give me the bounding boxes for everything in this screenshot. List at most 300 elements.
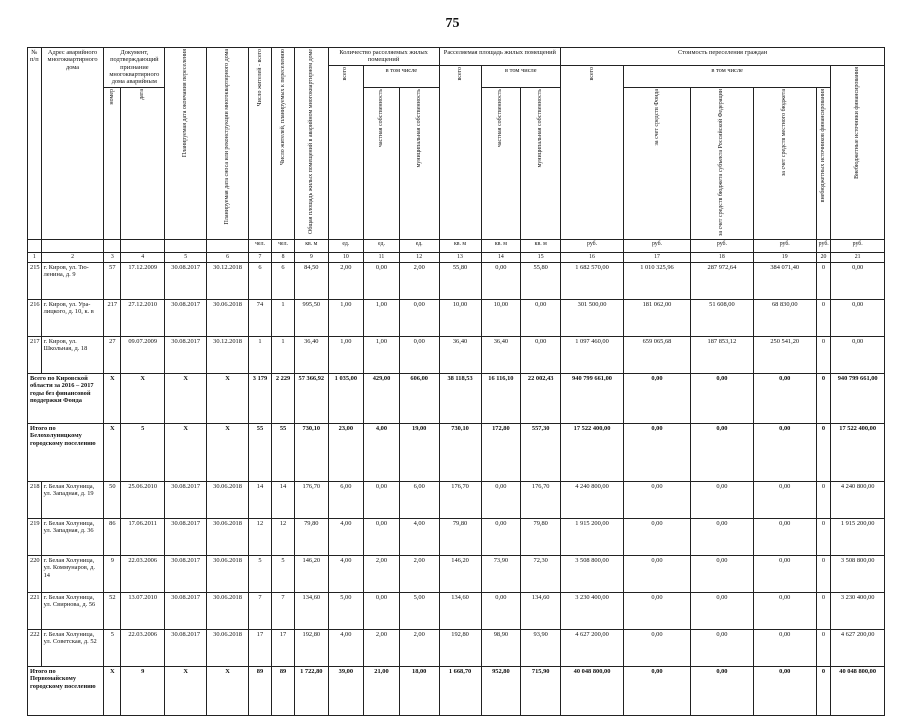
page-number: 75 (445, 16, 460, 31)
table-cell: 17.06.2011 (121, 519, 165, 556)
table-cell: 16 116,10 (481, 374, 521, 424)
table-cell: г. Киров, ул. Школьная, д. 18 (41, 337, 104, 374)
table-cell: 384 071,40 (753, 263, 816, 300)
column-number-cell: 13 (439, 253, 481, 263)
table-cell: 146,20 (439, 556, 481, 593)
header-residents-planned: Число жителей, планируемых к переселению (272, 48, 295, 240)
table-cell: 4 627 200,00 (831, 630, 885, 667)
table-cell: Всего по Кировской области за 2016 – 2017 годы без финансовой поддержки Фонда (28, 374, 104, 424)
column-number-cell: 14 (481, 253, 521, 263)
table-cell: 30.08.2017 (165, 263, 207, 300)
table-cell: 84,50 (295, 263, 329, 300)
table-cell: 659 065,68 (623, 337, 690, 374)
header-cost-of-which: в том числе (623, 65, 830, 87)
table-cell: 89 (248, 667, 271, 716)
table-cell: 940 799 661,00 (831, 374, 885, 424)
column-numbers-row (28, 253, 885, 263)
table-cell: X (165, 424, 207, 482)
table-cell: 0,00 (753, 374, 816, 424)
column-number-cell: 11 (364, 253, 400, 263)
table-cell: 30.08.2017 (165, 593, 207, 630)
table-cell: 0,00 (623, 374, 690, 424)
unit-cell (41, 240, 104, 253)
table-cell: 30.12.2018 (207, 337, 249, 374)
table-cell: г. Киров, ул. Тю-ленина, д. 9 (41, 263, 104, 300)
table-cell: 51 608,00 (690, 300, 753, 337)
unit-cell (165, 240, 207, 253)
header-cost-total: всего (561, 65, 624, 239)
unit-cell: чел. (272, 240, 295, 253)
column-number-cell: 21 (831, 253, 885, 263)
unit-cell: руб. (831, 240, 885, 253)
table-cell: 52 (104, 593, 121, 630)
column-number-cell: 5 (165, 253, 207, 263)
table-cell: 192,80 (439, 630, 481, 667)
table-cell: 4 240 800,00 (831, 482, 885, 519)
header-doc-group: Документ, подтверждающий признание многоквартирного дома аварийным (104, 48, 165, 88)
table-cell: 18,00 (399, 667, 439, 716)
table-cell: 1 668,70 (439, 667, 481, 716)
table-cell: 0 (816, 630, 831, 667)
table-cell: 0,00 (521, 300, 561, 337)
header-funding-without: Внебюджетные источники финансирования (831, 65, 885, 239)
header-cost-local: за счет средств местного бюджета (753, 87, 816, 239)
header-area-of-which: в том числе (481, 65, 561, 87)
units-row (28, 240, 885, 253)
table-cell: 0,00 (753, 482, 816, 519)
table-cell: 172,80 (481, 424, 521, 482)
table-cell: 98,90 (481, 630, 521, 667)
table-cell: 3 230 400,00 (561, 593, 624, 630)
table-cell: 4,00 (399, 519, 439, 556)
table-cell: X (104, 374, 121, 424)
table-cell: 30.08.2017 (165, 482, 207, 519)
column-number-cell: 15 (521, 253, 561, 263)
table-cell: 730,10 (439, 424, 481, 482)
table-cell: 146,20 (295, 556, 329, 593)
table-row (28, 263, 885, 300)
table-cell: 55 (272, 424, 295, 482)
table-cell: 0,00 (623, 630, 690, 667)
table-cell: 93,90 (521, 630, 561, 667)
table-cell: 12 (272, 519, 295, 556)
table-cell: Итого по Белохолуницкому городскому поселению (28, 424, 104, 482)
table-row (28, 593, 885, 630)
table-cell: X (207, 667, 249, 716)
table-cell: 1,00 (328, 337, 364, 374)
unit-cell: руб. (816, 240, 831, 253)
table-cell: 27 (104, 337, 121, 374)
table-cell: 0,00 (831, 300, 885, 337)
table-cell: 134,60 (521, 593, 561, 630)
header-cost-extra: внебюджетных источников финансирования (816, 87, 831, 239)
table-cell: 50 (104, 482, 121, 519)
table-cell: 86 (104, 519, 121, 556)
table-cell: 17 522 400,00 (561, 424, 624, 482)
table-cell: г. Киров, ул. Ура-лицкого, д. 10, к. в (41, 300, 104, 337)
table-cell: 0,00 (690, 374, 753, 424)
table-cell: 995,50 (295, 300, 329, 337)
column-number-cell: 1 (28, 253, 42, 263)
table-cell: 22.03.2006 (121, 556, 165, 593)
table-cell: 0,00 (690, 667, 753, 716)
column-number-cell: 16 (561, 253, 624, 263)
table-cell: 0,00 (623, 482, 690, 519)
table-cell: 1 915 200,00 (561, 519, 624, 556)
summary-row (28, 424, 885, 482)
table-cell: 27.12.2010 (121, 300, 165, 337)
header-rooms-total: всего (328, 65, 364, 239)
table-cell: 557,30 (521, 424, 561, 482)
table-cell: 30.06.2018 (207, 630, 249, 667)
table-cell: 2,00 (399, 263, 439, 300)
table-cell: 4 627 200,00 (561, 630, 624, 667)
table-cell: 0 (816, 667, 831, 716)
table-cell: 74 (248, 300, 271, 337)
table-cell: 1 915 200,00 (831, 519, 885, 556)
header-planned-demolition: Планируемая дата сноса или реконструкции многоквартирного дома (207, 48, 249, 240)
unit-cell: ед. (364, 240, 400, 253)
table-cell: 0,00 (399, 300, 439, 337)
table-cell: 14 (248, 482, 271, 519)
table-cell: 940 799 661,00 (561, 374, 624, 424)
table-cell: 30.06.2018 (207, 556, 249, 593)
table-cell: 36,40 (439, 337, 481, 374)
table-cell: 4,00 (328, 630, 364, 667)
unit-cell: руб. (690, 240, 753, 253)
header-doc-number: номер (104, 87, 121, 239)
table-cell: 12 (248, 519, 271, 556)
table-cell: 79,80 (439, 519, 481, 556)
table-cell: 38 118,53 (439, 374, 481, 424)
column-number-cell: 12 (399, 253, 439, 263)
table-cell: 73,90 (481, 556, 521, 593)
table-cell: 2,00 (364, 630, 400, 667)
table-cell: 1 035,00 (328, 374, 364, 424)
column-number-cell: 17 (623, 253, 690, 263)
table-cell: 23,00 (328, 424, 364, 482)
table-cell: 0,00 (623, 667, 690, 716)
table-cell: 55,80 (439, 263, 481, 300)
table-cell: 0 (816, 300, 831, 337)
header-rooms-of-which: в том числе (364, 65, 439, 87)
table-row (28, 337, 885, 374)
table-cell: 0,00 (753, 630, 816, 667)
table-cell: 134,60 (295, 593, 329, 630)
header-rooms-private: частная собственность (364, 87, 400, 239)
table-cell: 0,00 (481, 482, 521, 519)
unit-cell: ед. (328, 240, 364, 253)
table-cell: 1 (272, 337, 295, 374)
unit-cell: кв. м (439, 240, 481, 253)
table-cell: 1 010 325,96 (623, 263, 690, 300)
unit-cell: руб. (623, 240, 690, 253)
table-cell: X (165, 374, 207, 424)
table-body (28, 263, 885, 716)
table-cell: 0,00 (831, 337, 885, 374)
table-cell: 6,00 (328, 482, 364, 519)
table-cell: г. Белая Холуница, ул. Свирнова, д. 56 (41, 593, 104, 630)
table-cell: 30.08.2017 (165, 300, 207, 337)
table-cell: 17 (272, 630, 295, 667)
table-cell: 192,80 (295, 630, 329, 667)
table-cell: 176,70 (439, 482, 481, 519)
table-cell: 30.06.2018 (207, 519, 249, 556)
table-cell: 0 (816, 593, 831, 630)
table-cell: 0,00 (831, 263, 885, 300)
table-cell: X (207, 424, 249, 482)
table-cell: 14 (272, 482, 295, 519)
table-cell: 0,00 (521, 337, 561, 374)
table-cell: 72,30 (521, 556, 561, 593)
table-cell: 89 (272, 667, 295, 716)
table-cell: Итого по Первомайскому городскому поселению (28, 667, 104, 716)
unit-cell: кв. м (481, 240, 521, 253)
table-cell: 9 (104, 556, 121, 593)
summary-row (28, 667, 885, 716)
table-cell: 79,80 (521, 519, 561, 556)
unit-cell: чел. (248, 240, 271, 253)
header-num: № п/п (28, 48, 42, 240)
table-cell: г. Белая Холуница, ул. Западная, д. 36 (41, 519, 104, 556)
table-cell: 6 (248, 263, 271, 300)
table-cell: 0,00 (690, 593, 753, 630)
table-cell: 0,00 (481, 593, 521, 630)
table-cell: 0 (816, 263, 831, 300)
table-cell: 176,70 (521, 482, 561, 519)
table-cell: 0,00 (364, 263, 400, 300)
unit-cell: кв. м (295, 240, 329, 253)
table-cell: 0,00 (690, 519, 753, 556)
table-cell: 187 853,12 (690, 337, 753, 374)
table-cell: 1 097 460,00 (561, 337, 624, 374)
column-number-cell: 20 (816, 253, 831, 263)
table-cell: 5 (121, 424, 165, 482)
table-cell: 55 (248, 424, 271, 482)
table-cell: 0 (816, 424, 831, 482)
table-cell: 0,00 (623, 519, 690, 556)
table-cell: 0,00 (753, 667, 816, 716)
table-cell: 7 (272, 593, 295, 630)
table-cell: 30.08.2017 (165, 630, 207, 667)
table-cell: 0,00 (690, 482, 753, 519)
table-cell: 1,00 (364, 300, 400, 337)
table-cell: 2,00 (364, 556, 400, 593)
table-cell: 0,00 (399, 337, 439, 374)
table-cell: X (207, 374, 249, 424)
table-cell: 0,00 (690, 630, 753, 667)
table-cell: г. Белая Холуница, ул. Коммунаров, д. 14 (41, 556, 104, 593)
table-cell: 21,00 (364, 667, 400, 716)
table-cell: 4,00 (364, 424, 400, 482)
table-cell: 5 (248, 556, 271, 593)
table-cell: 13.07.2010 (121, 593, 165, 630)
table-row (28, 556, 885, 593)
table-cell: X (104, 667, 121, 716)
table-cell: 10,00 (439, 300, 481, 337)
table-cell: 17 (248, 630, 271, 667)
table-cell: 5,00 (399, 593, 439, 630)
table-cell: 0,00 (364, 593, 400, 630)
table-cell: 0,00 (753, 556, 816, 593)
header-rooms-municipal: муниципальная собственность (399, 87, 439, 239)
table-cell: 2,00 (399, 630, 439, 667)
table-cell: 730,10 (295, 424, 329, 482)
table-cell: 5 (104, 630, 121, 667)
table-cell: 3 230 400,00 (831, 593, 885, 630)
table-cell: 0 (816, 337, 831, 374)
table-cell: 4,00 (328, 556, 364, 593)
header-area-total: Общая площадь жилых помещений в аварийном многоквартирном доме (295, 48, 329, 240)
table-cell: 5 (272, 556, 295, 593)
table-cell: 3 179 (248, 374, 271, 424)
column-number-cell: 7 (248, 253, 271, 263)
table-cell: 36,40 (481, 337, 521, 374)
table-cell: 1 682 570,00 (561, 263, 624, 300)
table-cell: 68 830,00 (753, 300, 816, 337)
table-cell: 30.08.2017 (165, 337, 207, 374)
table-cell: 2 229 (272, 374, 295, 424)
table-cell: г. Белая Холуница, ул. Советская, д. 52 (41, 630, 104, 667)
column-number-cell: 6 (207, 253, 249, 263)
table-cell: 250 541,20 (753, 337, 816, 374)
table-cell: X (165, 667, 207, 716)
table-cell: X (121, 374, 165, 424)
header-rooms-group: Количество расселяемых жилых помещений (328, 48, 439, 66)
table-cell: 30.08.2017 (165, 519, 207, 556)
table-cell: 715,90 (521, 667, 561, 716)
table-cell: 0 (816, 482, 831, 519)
table-cell: 176,70 (295, 482, 329, 519)
column-number-cell: 9 (295, 253, 329, 263)
table-cell: 221 (28, 593, 42, 630)
unit-cell: руб. (753, 240, 816, 253)
column-number-cell: 19 (753, 253, 816, 263)
table-cell: 219 (28, 519, 42, 556)
column-number-cell: 8 (272, 253, 295, 263)
table-cell: 0,00 (623, 424, 690, 482)
table-row (28, 482, 885, 519)
table-cell: 17 522 400,00 (831, 424, 885, 482)
table-row (28, 519, 885, 556)
header-cost-fund: за счет средств Фонда (623, 87, 690, 239)
header-cost-group: Стоимость переселения граждан (561, 48, 885, 66)
table-cell: 0 (816, 556, 831, 593)
unit-cell (121, 240, 165, 253)
table-cell: 0,00 (753, 424, 816, 482)
table-cell: 09.07.2009 (121, 337, 165, 374)
unit-cell (28, 240, 42, 253)
header-area-municipal: муниципальная собственность (521, 87, 561, 239)
table-cell: 0,00 (690, 556, 753, 593)
table-cell: 79,80 (295, 519, 329, 556)
table-cell: 25.06.2010 (121, 482, 165, 519)
table-cell: 1 722,80 (295, 667, 329, 716)
table-cell: 30.06.2018 (207, 482, 249, 519)
table-cell: 30.08.2017 (165, 556, 207, 593)
column-number-cell: 2 (41, 253, 104, 263)
table-cell: 57 (104, 263, 121, 300)
table-cell: 0,00 (623, 593, 690, 630)
resettlement-table (27, 47, 885, 716)
table-cell: 0,00 (481, 263, 521, 300)
table-cell: 30.06.2018 (207, 593, 249, 630)
table-cell: 1 (248, 337, 271, 374)
header-area-private: частная собственность (481, 87, 521, 239)
table-cell: 22 002,43 (521, 374, 561, 424)
unit-cell: руб. (561, 240, 624, 253)
column-number-cell: 4 (121, 253, 165, 263)
unit-cell: кв. м (521, 240, 561, 253)
table-cell: 19,00 (399, 424, 439, 482)
table-cell: 217 (28, 337, 42, 374)
table-cell: 7 (248, 593, 271, 630)
table-cell: 36,40 (295, 337, 329, 374)
table-cell: 40 048 800,00 (561, 667, 624, 716)
table-cell: 0,00 (623, 556, 690, 593)
column-number-cell: 18 (690, 253, 753, 263)
table-cell: 57 366,92 (295, 374, 329, 424)
table-cell: 429,00 (364, 374, 400, 424)
table-cell: 217 (104, 300, 121, 337)
table-cell: 0,00 (753, 519, 816, 556)
table-cell: 30.12.2018 (207, 263, 249, 300)
header-doc-date: дата (121, 87, 165, 239)
unit-cell: ед. (399, 240, 439, 253)
table-cell: 2,00 (399, 556, 439, 593)
table-cell: 287 972,64 (690, 263, 753, 300)
table-cell: 2,00 (328, 263, 364, 300)
table-cell: 5,00 (328, 593, 364, 630)
table-cell: 1 (272, 300, 295, 337)
header-address: Адрес аварийного многоквартирного дома (41, 48, 104, 240)
table-cell: 0 (816, 374, 831, 424)
table-cell: 134,60 (439, 593, 481, 630)
table-cell: 55,80 (521, 263, 561, 300)
table-cell: 220 (28, 556, 42, 593)
table-cell: 0,00 (364, 482, 400, 519)
table-cell: 1,00 (328, 300, 364, 337)
header-area-group: Расселяемая площадь жилых помещений (439, 48, 561, 66)
table-cell: 3 508 800,00 (561, 556, 624, 593)
table-cell: 216 (28, 300, 42, 337)
table-cell: г. Белая Холуница, ул. Западная, д. 19 (41, 482, 104, 519)
column-number-cell: 10 (328, 253, 364, 263)
table-cell: 0,00 (481, 519, 521, 556)
table-cell: 4,00 (328, 519, 364, 556)
header-residents-total: Число жителей - всего (248, 48, 271, 240)
column-number-cell: 3 (104, 253, 121, 263)
table-cell: 3 508 800,00 (831, 556, 885, 593)
table-cell: 0,00 (364, 519, 400, 556)
table-cell: 10,00 (481, 300, 521, 337)
table-cell: 0 (816, 519, 831, 556)
table-cell: 40 048 800,00 (831, 667, 885, 716)
table-cell: 301 500,00 (561, 300, 624, 337)
table-cell: 22.03.2006 (121, 630, 165, 667)
table-cell: 0,00 (690, 424, 753, 482)
table-cell: 215 (28, 263, 42, 300)
header-cost-region: за счет средств бюджета субъекта Российской Федерации (690, 87, 753, 239)
table-cell: 9 (121, 667, 165, 716)
table-cell: 606,00 (399, 374, 439, 424)
table-cell: X (104, 424, 121, 482)
table-cell: 39,00 (328, 667, 364, 716)
table-cell: 952,80 (481, 667, 521, 716)
table-cell: 4 240 800,00 (561, 482, 624, 519)
header-planned-relocation: Планируемая дата окончания переселения (165, 48, 207, 240)
table-cell: 222 (28, 630, 42, 667)
